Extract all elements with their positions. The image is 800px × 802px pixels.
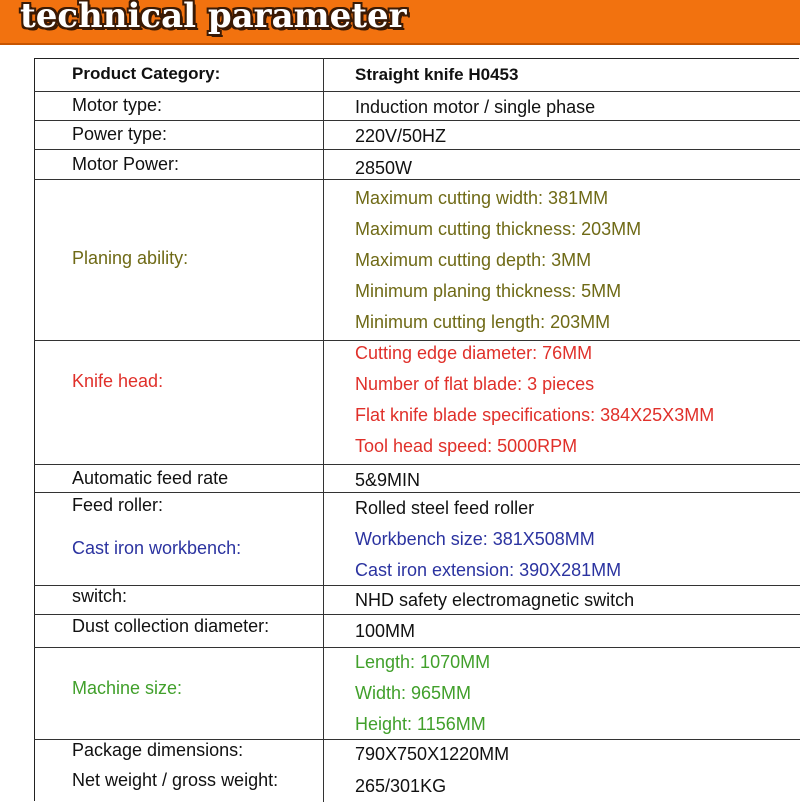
row-motor-type [34,92,800,121]
dust-collection-value: 100MM [355,621,416,641]
label-cell [34,341,323,464]
row-motor-power [34,150,800,180]
product-category-label: Product Category: [72,64,221,83]
value-cell [323,465,800,492]
row-dust-collection [34,615,800,648]
value-cell [323,648,800,739]
feed-rate-value: 5&9MIN [355,470,421,490]
feed-roller-value: Rolled steel feed roller [355,498,535,518]
motor-power-value: 2850W [355,158,413,178]
workbench-value-1: Workbench size: 381X508MM [355,529,595,549]
label-cell [34,740,323,802]
value-cell [323,180,800,340]
machine-size-label: Machine size: [72,678,183,698]
value-cell [323,586,800,614]
value-cell [323,615,800,647]
label-cell [34,465,323,492]
page-title: technical parameter [20,0,407,36]
product-category-value: Straight knife H0453 [355,65,519,84]
value-cell [323,92,800,120]
value-cell [323,150,800,179]
row-power-type [34,121,800,150]
value-cell [323,121,800,149]
machine-size-value-3: Height: 1156MM [355,714,486,734]
value-cell [323,740,800,802]
knife-head-value-1: Cutting edge diameter: 76MM [355,343,593,363]
motor-power-label: Motor Power: [72,154,180,174]
package-dimensions-label: Package dimensions: [72,740,244,760]
motor-type-label: Motor type: [72,95,163,115]
machine-size-value-1: Length: 1070MM [355,652,491,672]
row-package-weight [34,740,800,802]
knife-head-value-3: Flat knife blade specifications: 384X25X3MM [355,405,715,425]
planing-value-2: Maximum cutting thickness: 203MM [355,219,642,239]
label-cell [34,58,323,91]
row-machine-size [34,648,800,740]
planing-ability-label: Planing ability: [72,248,189,268]
power-type-label: Power type: [72,124,168,144]
knife-head-value-2: Number of flat blade: 3 pieces [355,374,595,394]
label-cell [34,92,323,120]
motor-type-value: Induction motor / single phase [355,97,596,117]
label-cell [34,180,323,340]
planing-value-1: Maximum cutting width: 381MM [355,188,609,208]
row-product-category [34,58,800,92]
planing-value-4: Minimum planing thickness: 5MM [355,281,622,301]
label-cell [34,648,323,739]
spec-table [34,58,800,800]
workbench-value-2: Cast iron extension: 390X281MM [355,560,622,580]
workbench-label: Cast iron workbench: [72,538,242,558]
value-cell [323,493,800,585]
label-cell [34,150,323,179]
label-cell [34,615,323,647]
row-planing-ability [34,180,800,341]
power-type-value: 220V/50HZ [355,126,447,146]
row-feed-rate [34,465,800,493]
label-cell [34,121,323,149]
row-knife-head [34,341,800,465]
header-banner [0,0,800,45]
row-feed-roller-workbench [34,493,800,586]
knife-head-value-4: Tool head speed: 5000RPM [355,436,578,456]
label-cell [34,493,323,585]
value-cell [323,58,800,91]
machine-size-value-2: Width: 965MM [355,683,472,703]
dust-collection-label: Dust collection diameter: [72,616,270,636]
label-cell [34,586,323,614]
feed-rate-label: Automatic feed rate [72,468,229,488]
planing-value-5: Minimum cutting length: 203MM [355,312,611,332]
switch-label: switch: [72,586,128,606]
value-cell [323,341,800,464]
knife-head-label: Knife head: [72,371,164,391]
weight-label: Net weight / gross weight: [72,770,279,790]
planing-value-3: Maximum cutting depth: 3MM [355,250,592,270]
feed-roller-label: Feed roller: [72,495,164,515]
row-switch [34,586,800,615]
package-dimensions-value: 790X750X1220MM [355,744,510,764]
weight-value: 265/301KG [355,776,447,796]
switch-value: NHD safety electromagnetic switch [355,590,635,610]
